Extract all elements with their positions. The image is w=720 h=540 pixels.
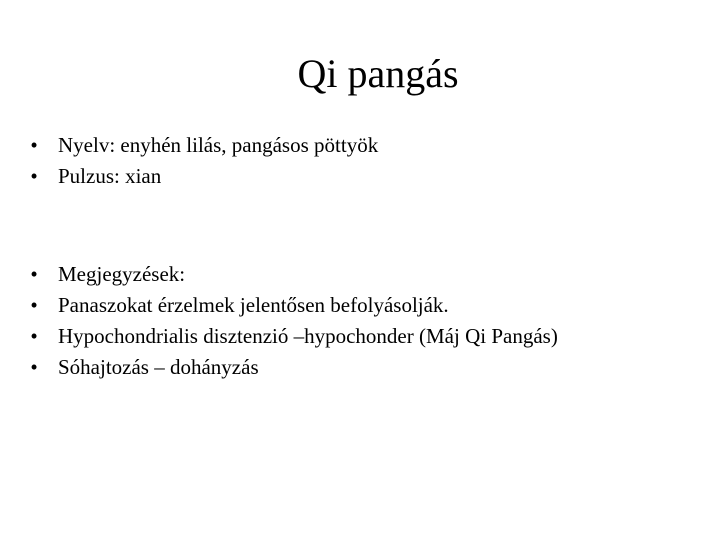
bullet-list-notes bbox=[28, 259, 558, 383]
list-item bbox=[28, 290, 558, 321]
list-item-text: Nyelv: enyhén lilás, pangásos pöttyök bbox=[58, 133, 379, 157]
slide-title-container bbox=[0, 48, 720, 100]
list-item-text: Megjegyzések: bbox=[58, 262, 186, 286]
list-item bbox=[28, 130, 378, 161]
list-item bbox=[28, 352, 558, 383]
list-item-text: Panaszokat érzelmek jelentősen befolyásolják. bbox=[58, 293, 449, 317]
list-item bbox=[28, 259, 558, 290]
list-item bbox=[28, 161, 378, 192]
bullet-icon: • bbox=[30, 262, 38, 286]
bullet-list-symptoms bbox=[28, 130, 378, 192]
bullet-icon: • bbox=[30, 355, 38, 379]
bullet-icon: • bbox=[30, 324, 38, 348]
bullet-icon: • bbox=[30, 293, 38, 317]
slide-title: Qi pangás bbox=[297, 51, 459, 96]
list-item-text: Hypochondrialis disztenzió –hypochonder (Máj Qi Pangás) bbox=[58, 324, 558, 348]
list-item-text: Pulzus: xian bbox=[58, 164, 162, 188]
list-item-text: Sóhajtozás – dohányzás bbox=[58, 355, 259, 379]
list-item bbox=[28, 321, 558, 352]
bullet-icon: • bbox=[30, 133, 38, 157]
bullet-icon: • bbox=[30, 164, 38, 188]
